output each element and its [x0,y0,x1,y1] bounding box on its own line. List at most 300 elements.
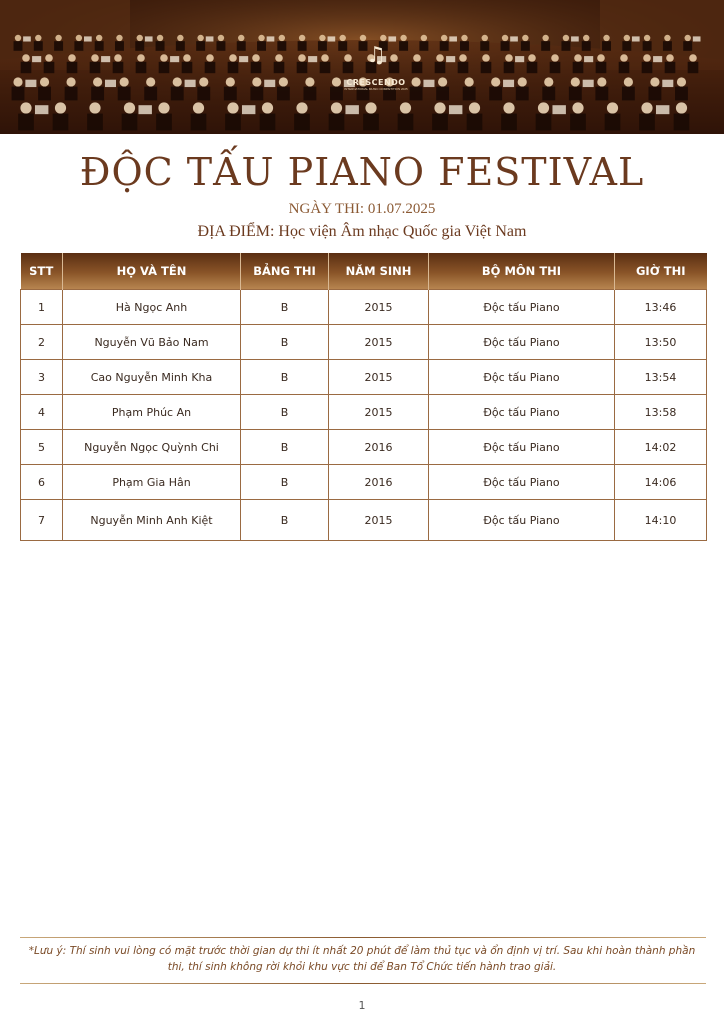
musician-body [501,114,517,131]
musician-silhouette [55,102,66,113]
musician-body [44,62,55,73]
music-stand [503,80,514,87]
table-header-row [21,253,707,290]
cell-stt: 6 [21,465,63,500]
music-stand [170,56,179,62]
musician-silhouette [400,102,411,113]
musician-silhouette [441,35,447,41]
musician-silhouette [298,54,306,62]
cell-category: Độc tấu Piano [429,465,615,500]
page-title: ĐỘC TẤU PIANO FESTIVAL [79,150,645,194]
music-stand [25,80,36,87]
music-stand [515,56,524,62]
musician-body [260,114,276,131]
musician-silhouette [305,77,314,86]
musician-body [458,62,469,73]
musician-silhouette [331,102,342,113]
cell-category: Độc tấu Piano [429,325,615,360]
table-row [21,395,707,430]
cell-stt: 7 [21,500,63,541]
column-header-stt: STT [21,253,63,290]
musician-body [595,87,608,101]
cell-time: 13:54 [615,360,707,395]
musician-silhouette [624,77,633,86]
cell-division: B [241,290,329,325]
cell-name: Phạm Phúc An [63,395,241,430]
musician-silhouette [664,35,670,41]
musician-body [53,114,69,131]
musician-body [144,87,157,101]
music-stand [101,56,110,62]
musician-silhouette [218,35,224,41]
musician-silhouette [340,35,346,41]
musician-silhouette [551,54,559,62]
musician-body [113,62,124,73]
music-stand [583,80,594,87]
musician-silhouette [574,54,582,62]
musician-body [294,114,310,131]
table-row [21,465,707,500]
musician-silhouette [459,54,467,62]
musician-body [440,41,449,51]
musician-body [663,41,672,51]
musician-body [569,87,582,101]
cell-stt: 4 [21,395,63,430]
musician-silhouette [262,102,273,113]
musician-silhouette [89,102,100,113]
musician-body [516,87,529,101]
musician-body [536,114,552,131]
musician-silhouette [35,35,41,41]
column-header-time: GIỜ THI [615,253,707,290]
musician-body [504,62,515,73]
music-stand [206,36,214,41]
musician-body [432,114,448,131]
musician-body [250,87,263,101]
musician-body [521,41,530,51]
musician-silhouette [643,54,651,62]
musician-body [467,114,483,131]
musician-body [596,62,607,73]
musician-silhouette [491,77,500,86]
musician-body [605,114,621,131]
musician-silhouette [183,54,191,62]
musician-body [12,87,25,101]
musician-silhouette [544,77,553,86]
music-note-icon: ♫ [366,43,386,68]
musician-silhouette [563,35,569,41]
music-stand [449,36,457,41]
musician-silhouette [677,77,686,86]
musician-body [171,87,184,101]
musician-body [95,41,104,51]
musician-body [251,62,262,73]
table-row [21,360,707,395]
musician-body [542,87,555,101]
music-stand [23,36,31,41]
musician-body [176,41,185,51]
musician-body [298,41,307,51]
musician-silhouette [597,54,605,62]
musician-body [501,41,510,51]
musician-silhouette [624,35,630,41]
musician-body [136,62,147,73]
musician-body [135,41,144,51]
musician-body [320,62,331,73]
musician-silhouette [538,102,549,113]
musician-body [237,41,246,51]
musician-silhouette [360,35,366,41]
musician-body [527,62,538,73]
musician-body [541,41,550,51]
musician-body [87,114,103,131]
musician-body [205,62,216,73]
musician-silhouette [400,35,406,41]
music-stand [571,36,579,41]
musician-body [34,41,43,51]
musician-body [91,87,104,101]
musician-body [21,62,32,73]
musician-body [156,41,165,51]
musician-body [643,41,652,51]
music-stand [693,36,701,41]
note-divider-top [20,937,706,938]
musician-silhouette [321,54,329,62]
cell-stt: 5 [21,430,63,465]
cell-time: 13:46 [615,290,707,325]
musician-silhouette [177,35,183,41]
musician-silhouette [137,54,145,62]
musician-silhouette [229,54,237,62]
musician-body [191,114,207,131]
musician-body [622,87,635,101]
cell-birth-year: 2015 [329,360,429,395]
music-stand [267,36,275,41]
musician-body [648,87,661,101]
musician-body [318,41,327,51]
page-number: 1 [358,999,366,1012]
musician-silhouette [461,35,467,41]
column-header-birth-year: NĂM SINH [329,253,429,290]
cell-time: 13:58 [615,395,707,430]
crescendo-logo [336,44,416,100]
music-stand [242,105,255,114]
music-stand [185,80,196,87]
table-row [21,500,707,541]
musician-silhouette [279,35,285,41]
musician-silhouette [572,102,583,113]
musician-body [122,114,138,131]
cell-name: Nguyễn Vũ Bảo Nam [63,325,241,360]
musician-silhouette [296,102,307,113]
musician-body [463,87,476,101]
musician-silhouette [275,54,283,62]
cell-division: B [241,500,329,541]
musician-silhouette [76,35,82,41]
musician-silhouette [124,102,135,113]
musician-body [674,114,690,131]
musician-body [156,114,172,131]
musician-silhouette [40,77,49,86]
musician-silhouette [465,77,474,86]
musician-body [38,87,51,101]
musician-silhouette [319,35,325,41]
musician-body [642,62,653,73]
musician-body [639,114,655,131]
musician-body [216,41,225,51]
musician-body [398,114,414,131]
cell-category: Độc tấu Piano [429,395,615,430]
music-stand [388,36,396,41]
musician-silhouette [160,54,168,62]
musician-body [460,41,469,51]
musician-silhouette [137,35,143,41]
cell-name: Cao Nguyễn Minh Kha [63,360,241,395]
music-stand [584,56,593,62]
musician-body [683,41,692,51]
musician-silhouette [96,35,102,41]
musician-body [688,62,699,73]
musician-silhouette [146,77,155,86]
table-row [21,290,707,325]
music-stand [632,36,640,41]
musician-body [257,41,266,51]
cell-birth-year: 2015 [329,325,429,360]
musician-body [436,87,449,101]
musician-body [54,41,63,51]
musician-body [480,41,489,51]
musician-silhouette [227,102,238,113]
musician-body [419,41,428,51]
musician-silhouette [542,35,548,41]
cell-birth-year: 2015 [329,290,429,325]
musician-body [118,87,131,101]
musician-body [182,62,193,73]
musician-body [665,62,676,73]
note-divider-bottom [20,983,706,984]
musician-silhouette [197,35,203,41]
musician-body [67,62,78,73]
musician-body [363,114,379,131]
cell-stt: 1 [21,290,63,325]
cell-birth-year: 2015 [329,500,429,541]
musician-body [197,87,210,101]
music-stand [446,56,455,62]
exam-venue: ĐỊA ĐIỂM: Học viện Âm nhạc Quốc gia Việt Nam [197,223,527,240]
musician-body [481,62,492,73]
cell-name: Nguyễn Minh Anh Kiệt [63,500,241,541]
musician-silhouette [620,54,628,62]
musician-silhouette [689,54,697,62]
musician-silhouette [685,35,691,41]
exam-date: NGÀY THI: 01.07.2025 [288,201,436,217]
music-stand [105,80,116,87]
musician-silhouette [434,102,445,113]
music-stand [552,105,565,114]
musician-silhouette [158,102,169,113]
column-header-division: BẢNG THI [241,253,329,290]
music-stand [656,105,669,114]
music-stand [662,80,673,87]
cell-time: 14:10 [615,500,707,541]
musician-body [228,62,239,73]
musician-silhouette [45,54,53,62]
musician-silhouette [55,35,61,41]
musician-body [14,41,23,51]
musician-silhouette [571,77,580,86]
musician-silhouette [22,54,30,62]
cell-division: B [241,395,329,430]
musician-silhouette [597,77,606,86]
musician-body [602,41,611,51]
musician-body [489,87,502,101]
musician-silhouette [503,102,514,113]
musician-silhouette [15,35,21,41]
music-stand [264,80,275,87]
musician-silhouette [199,77,208,86]
musician-silhouette [469,102,480,113]
musician-silhouette [68,54,76,62]
musician-body [619,62,630,73]
musician-silhouette [505,54,513,62]
musician-silhouette [120,77,129,86]
table-row [21,430,707,465]
musician-silhouette [650,77,659,86]
cell-division: B [241,325,329,360]
cell-category: Độc tấu Piano [429,360,615,395]
music-stand [653,56,662,62]
cell-time: 13:50 [615,325,707,360]
musician-silhouette [91,54,99,62]
music-stand [345,105,358,114]
musician-silhouette [607,102,618,113]
cell-time: 14:06 [615,465,707,500]
musician-silhouette [522,35,528,41]
cell-category: Độc tấu Piano [429,500,615,541]
music-stand [239,56,248,62]
musician-silhouette [226,77,235,86]
music-stand [328,36,336,41]
musician-silhouette [193,102,204,113]
musician-silhouette [20,102,31,113]
music-stand [35,105,48,114]
musician-silhouette [644,35,650,41]
musician-body [65,87,78,101]
musician-silhouette [279,77,288,86]
musician-body [277,41,286,51]
musician-silhouette [676,102,687,113]
logo-tagline: INTERNATIONAL MUSIC COMPETITION 2025 [344,87,408,91]
schedule-table [20,253,707,541]
musician-silhouette [518,77,527,86]
orchestra-banner [0,0,724,134]
cell-division: B [241,360,329,395]
musician-silhouette [13,77,22,86]
musician-body [582,41,591,51]
musician-silhouette [641,102,652,113]
musician-body [74,41,83,51]
cell-birth-year: 2016 [329,430,429,465]
musician-body [196,41,205,51]
musician-body [115,41,124,51]
musician-body [18,114,34,131]
musician-body [224,87,237,101]
music-stand [308,56,317,62]
table-row [21,325,707,360]
cell-name: Phạm Gia Hân [63,465,241,500]
musician-body [329,114,345,131]
musician-body [90,62,101,73]
musician-body [561,41,570,51]
musician-silhouette [252,77,261,86]
musician-silhouette [114,54,122,62]
musician-body [277,87,290,101]
musician-body [550,62,561,73]
music-stand [449,105,462,114]
musician-silhouette [502,35,508,41]
musician-silhouette [421,35,427,41]
cell-birth-year: 2015 [329,395,429,430]
music-stand [145,36,153,41]
musician-silhouette [299,35,305,41]
musician-silhouette [666,54,674,62]
music-stand [32,56,41,62]
musician-silhouette [603,35,609,41]
musician-silhouette [380,35,386,41]
footer-note: *Lưu ý: Thí sinh vui lòng có mặt trước thời gian dự thi ít nhất 20 phút để làm thủ tục và ổn định vị trí. Sau khi hoàn thành phần thi, thí sinh không rời khỏi khu vực thi để Ban Tổ Chức tiến hành trao giải. [28,945,696,973]
musician-silhouette [528,54,536,62]
musician-silhouette [438,77,447,86]
musician-body [573,62,584,73]
musician-silhouette [116,35,122,41]
musician-body [225,114,241,131]
musician-body [297,62,308,73]
musician-silhouette [365,102,376,113]
musician-silhouette [206,54,214,62]
column-header-name: HỌ VÀ TÊN [63,253,241,290]
musician-silhouette [93,77,102,86]
musician-body [274,62,285,73]
musician-silhouette [436,54,444,62]
musician-silhouette [157,35,163,41]
cell-category: Độc tấu Piano [429,290,615,325]
musician-body [435,62,446,73]
cell-time: 14:02 [615,430,707,465]
cell-stt: 3 [21,360,63,395]
musician-silhouette [482,35,488,41]
cell-stt: 2 [21,325,63,360]
musician-silhouette [252,54,260,62]
music-stand [84,36,92,41]
logo-name: CRESCENDO [346,78,406,87]
cell-division: B [241,465,329,500]
musician-body [303,87,316,101]
musician-body [675,87,688,101]
musician-silhouette [583,35,589,41]
musician-body [622,41,631,51]
musician-silhouette [66,77,75,86]
music-stand [138,105,151,114]
musician-silhouette [238,35,244,41]
cell-division: B [241,430,329,465]
musician-silhouette [258,35,264,41]
musician-silhouette [173,77,182,86]
musician-silhouette [482,54,490,62]
cell-name: Hà Ngọc Anh [63,290,241,325]
cell-birth-year: 2016 [329,465,429,500]
music-stand [510,36,518,41]
cell-name: Nguyễn Ngọc Quỳnh Chi [63,430,241,465]
